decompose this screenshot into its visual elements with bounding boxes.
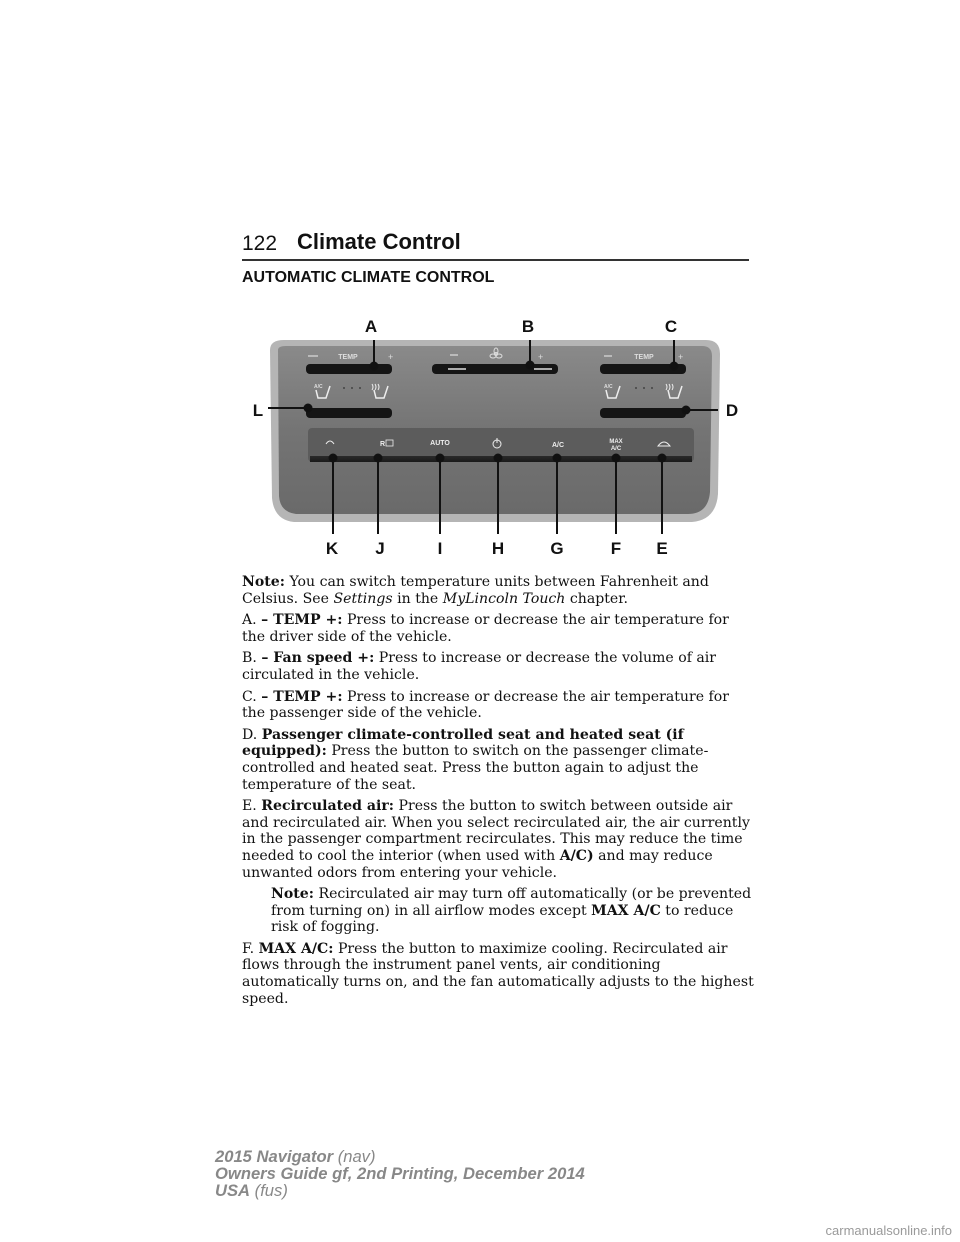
callout-d: D xyxy=(725,401,739,420)
body-text xyxy=(242,574,754,1012)
ac-label: A/C xyxy=(551,442,565,449)
callout-e: E xyxy=(656,539,668,558)
item-c: C. – TEMP +: Press to increase or decrease the air temperature for the passenger side of the vehicle. xyxy=(242,688,729,722)
svg-text:+: + xyxy=(538,352,544,362)
svg-text:A/C: A/C xyxy=(314,384,323,390)
callout-i: I xyxy=(437,539,443,558)
section-heading: AUTOMATIC CLIMATE CONTROL xyxy=(242,269,495,286)
callout-a: A xyxy=(364,317,378,336)
header-rule xyxy=(242,259,749,261)
chapter-title: Climate Control xyxy=(297,229,461,254)
page-number: 122 xyxy=(242,232,278,255)
watermark: carmanualsonline.info xyxy=(825,1223,952,1238)
callout-f: F xyxy=(610,539,622,558)
auto-label: AUTO xyxy=(430,440,450,447)
max-label: MAX xyxy=(609,439,623,445)
climate-control-figure xyxy=(244,306,739,566)
recirc-r-label: R xyxy=(380,441,386,448)
passenger-temp-label: TEMP xyxy=(634,354,654,361)
callout-k: K xyxy=(325,539,339,558)
recirc-note: Note: Recirculated air may turn off automatically (or be prevented from turning on) in all airflow modes except MAX A/C to reduce risk of fogging. xyxy=(271,886,752,936)
callout-l: L xyxy=(252,401,264,420)
callout-b: B xyxy=(521,317,535,336)
callout-j: J xyxy=(375,539,385,558)
item-d: D. Passenger climate-controlled seat and heated seat (if equipped): Press the button to switch on the passenger climate-controlled and heated seat. Press the button again to adjust the temperature of the seat. xyxy=(242,726,709,793)
callout-c: C xyxy=(664,317,678,336)
driver-temp-label: TEMP xyxy=(338,354,358,361)
footer: 2015 Navigator (nav) Owners Guide gf, 2nd Printing, December 2014 USA (fus) xyxy=(215,1147,585,1200)
item-e: E. Recirculated air: Press the button to switch between outside air and recirculated air. When you select recirculated air, the air currently in the passenger compartment recirculates. This may reduce the time needed to cool the interior (when used with A/C) and may reduce unwanted odors from entering your vehicle. xyxy=(242,798,750,881)
units-note: Note: You can switch temperature units between Fahrenheit and Celsius. See Settings in the MyLincoln Touch chapter. xyxy=(242,574,709,607)
svg-text:+: + xyxy=(678,352,684,362)
max-ac-label: A/C xyxy=(610,446,622,452)
item-b: B. – Fan speed +: Press to increase or decrease the volume of air circulated in the vehicle. xyxy=(242,650,717,683)
svg-text:A/C: A/C xyxy=(604,384,613,390)
callout-h: H xyxy=(491,539,505,558)
item-f: F. MAX A/C: Press the button to maximize cooling. Recirculated air flows through the instrument panel vents, air conditioning automatically turns on, and the fan automatically adjusts to the highest speed. xyxy=(242,940,754,1007)
svg-text:+: + xyxy=(388,352,394,362)
item-a: A. – TEMP +: Press to increase or decrease the air temperature for the driver side of the vehicle. xyxy=(242,612,729,645)
callout-g: G xyxy=(550,539,564,558)
